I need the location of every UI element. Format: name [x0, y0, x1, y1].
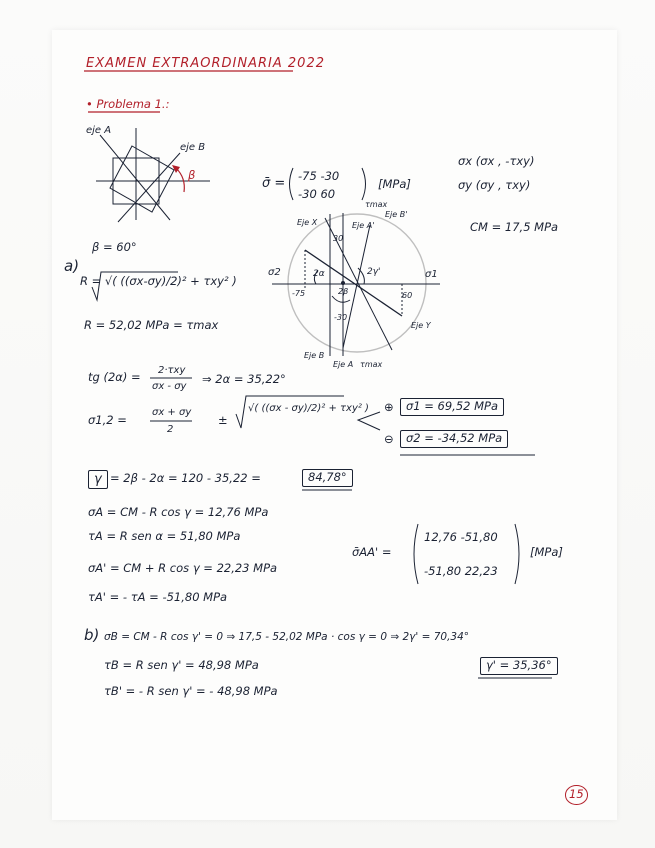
r-formula: R = √( ((σx-σy)/2)² + τxy² ): [80, 274, 237, 288]
s12-plusminus: ±: [218, 413, 228, 427]
sigma-a-prime: σA' = CM + R cos γ = 22,23 MPa: [88, 561, 278, 575]
tensor1-right-bracket: [362, 168, 366, 200]
sigma-b: σB = CM - R cos γ' = 0 ⇒ 17,5 - 52,02 MPa · cos γ = 0 ⇒ 2γ' = 70,34°: [104, 631, 470, 643]
point-y-def: σy (σy , τxy): [458, 178, 531, 192]
s2-sign: ⊖: [384, 432, 394, 446]
mohr-angle-2b: 2β: [338, 287, 349, 296]
mohr-angle-2a: 2α: [313, 269, 325, 279]
center-point: [341, 281, 345, 285]
tensor2-row-1: 12,76 -51,80: [424, 530, 498, 544]
mohr-eje-b-prime: Eje B': [385, 210, 408, 219]
sigma2-value: σ2 = -34,52 MPa: [400, 430, 508, 448]
tau-b-prime: τB' = - R sen γ' = - 48,98 MPa: [104, 684, 278, 698]
mohr-eje-a: Eje A: [333, 360, 354, 369]
tg-result: ⇒ 2α = 35,22°: [202, 372, 286, 386]
mohr-sigma1: σ1: [425, 269, 438, 280]
tg-lhs: tg (2α) =: [88, 370, 141, 384]
tensor2-right-bracket: [515, 524, 519, 584]
mohr-eje-b: Eje B: [304, 351, 325, 360]
tau-a-prime: τA' = - τA = -51,80 MPa: [88, 590, 228, 604]
mohr-tau-max-bottom: τmax: [360, 360, 383, 369]
gamma-symbol: γ: [88, 470, 108, 489]
gamma-value: 84,78°: [302, 469, 353, 487]
sketch-axis-a-label: eje A: [86, 125, 112, 136]
principal-split-chevron: [358, 412, 380, 430]
axis-b-line: [118, 153, 180, 222]
tensor2-left-bracket: [414, 524, 418, 584]
page-number: 15: [565, 785, 588, 805]
sigma-a: σA = CM - R cos γ = 12,76 MPa: [88, 505, 269, 519]
tensor2-symbol: σ̄AA' =: [352, 545, 392, 559]
part-b-label: b): [84, 626, 100, 644]
s12-lhs: σ1,2 =: [88, 413, 127, 427]
tau-b: τB = R sen γ' = 48,98 MPa: [104, 658, 259, 672]
angle-2b-arc: [332, 296, 350, 302]
gamma-prime-value: γ' = 35,36°: [480, 657, 558, 675]
tau-a: τA = R sen α = 51,80 MPa: [88, 529, 241, 543]
tensor-row-2: -30 60: [298, 187, 336, 201]
tg-numerator: 2·τxy: [158, 365, 186, 376]
s1-sign: ⊕: [384, 400, 394, 414]
mohr-angle-2g: 2γ': [367, 267, 381, 277]
tensor1-left-bracket: [290, 168, 294, 200]
center-value: CM = 17,5 MPa: [470, 220, 559, 234]
r-value: R = 52,02 MPa = τmax: [84, 318, 219, 332]
sigma1-value: σ1 = 69,52 MPa: [400, 398, 504, 416]
mohr-eje-x: Eje X: [297, 218, 318, 227]
mohr-tick-60: 60: [402, 291, 413, 300]
tensor-row-1: -75 -30: [298, 169, 340, 183]
tensor-symbol: σ̄ =: [262, 176, 286, 191]
tensor-unit: [MPa]: [378, 177, 411, 191]
problem-label: • Problema 1.:: [86, 97, 170, 111]
s12-denominator: 2: [167, 424, 174, 435]
mohr-circle-diagram: [272, 210, 440, 356]
sketch-axis-b-label: eje B: [180, 142, 206, 153]
sketch-beta-label: β: [188, 168, 196, 182]
exam-title: EXAMEN EXTRAORDINARIA 2022: [86, 56, 325, 71]
beta-value: β = 60°: [92, 240, 137, 254]
part-a-label: a): [64, 257, 80, 275]
rotated-element: [110, 146, 174, 212]
s12-root: √( ((σx - σy)/2)² + τxy² ): [248, 403, 369, 414]
mohr-tick-30: 30: [333, 234, 344, 243]
x-y-diameter: [305, 250, 402, 316]
mohr-tick-m30: -30: [334, 313, 348, 322]
mohr-tick-m75: -75: [292, 289, 306, 298]
point-x-def: σx (σx , -τxy): [458, 154, 535, 168]
s12-numerator: σx + σy: [152, 407, 192, 418]
beta-arc: [176, 168, 184, 192]
tensor2-row-2: -51,80 22,23: [424, 564, 498, 578]
tensor2-unit: [MPa]: [530, 545, 563, 559]
mohr-sigma2: σ2: [268, 267, 281, 278]
tg-denominator: σx - σy: [152, 381, 187, 392]
gamma-equation: = 2β - 2α = 120 - 35,22 =: [110, 471, 261, 485]
mohr-eje-a-prime: Eje A': [352, 221, 375, 230]
mohr-tau-max-top: τmax: [365, 200, 388, 209]
mohr-eje-y: Eje Y: [411, 321, 431, 330]
